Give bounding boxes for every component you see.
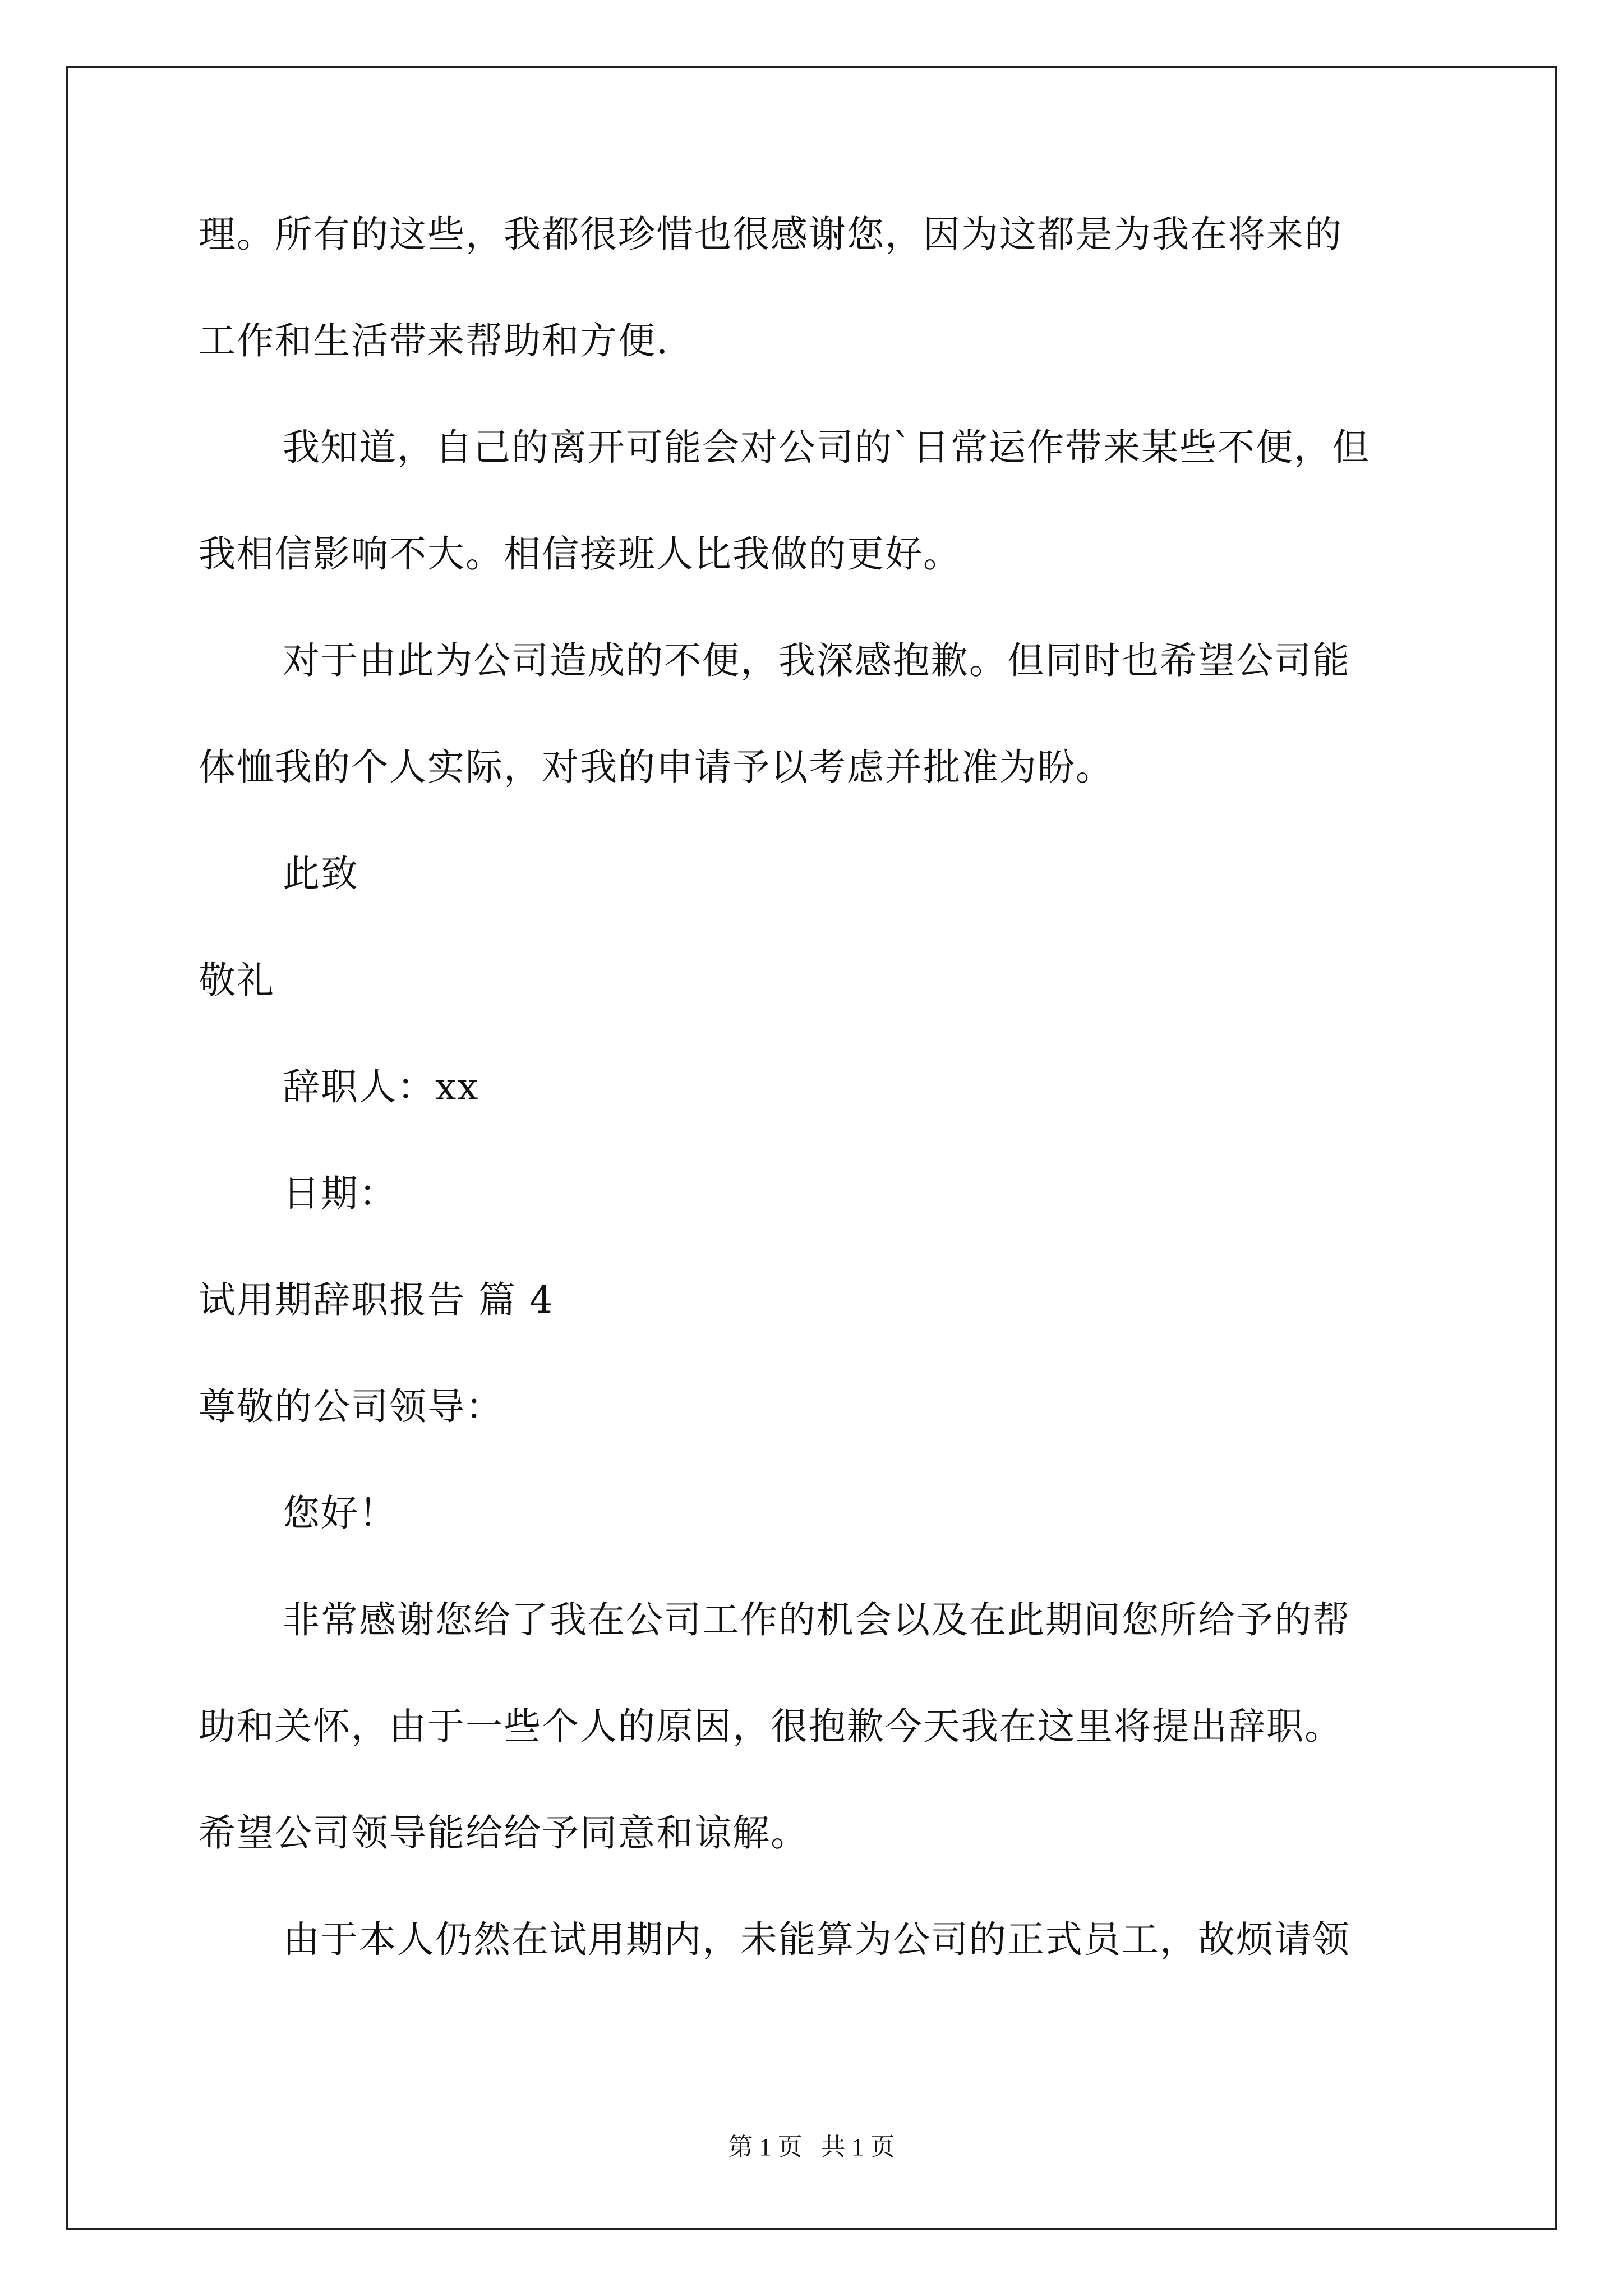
paragraph-line: 体恤我的个人实际，对我的申请予以考虑并批准为盼。 xyxy=(199,746,1114,789)
paragraph-line: 助和关怀，由于一些个人的原因，很抱歉今天我在这里将提出辞职。 xyxy=(199,1705,1343,1748)
closing-regards: 敬礼 xyxy=(199,959,275,1002)
paragraph-line: 理。所有的这些，我都很珍惜也很感谢您，因为这都是为我在将来的 xyxy=(199,213,1343,256)
closing-salutation: 此致 xyxy=(283,852,359,895)
paragraph-line: 我相信影响不大。相信接班人比我做的更好。 xyxy=(199,532,961,576)
recipient-greeting: 尊敬的公司领导： xyxy=(199,1385,504,1428)
paragraph-line: 非常感谢您给了我在公司工作的机会以及在此期间您所给予的帮 xyxy=(283,1598,1350,1641)
paragraph-line: 对于由此为公司造成的不便，我深感抱歉。但同时也希望公司能 xyxy=(283,639,1350,682)
greeting-line: 您好！ xyxy=(283,1492,397,1535)
paragraph-line: 我知道，自己的离开可能会对公司的`日常运作带来某些不便，但 xyxy=(283,426,1370,469)
signature-line: 辞职人：xx xyxy=(283,1065,479,1108)
document-body xyxy=(199,208,1421,2019)
paragraph-line: 工作和生活带来帮助和方便. xyxy=(199,319,669,362)
paragraph-line: 由于本人仍然在试用期内，未能算为公司的正式员工，故烦请领 xyxy=(283,1918,1350,1961)
page-footer: 第 1 页 共 1 页 xyxy=(728,2133,895,2161)
paragraph-line: 希望公司领导能给给予同意和谅解。 xyxy=(199,1811,809,1855)
section-heading: 试用期辞职报告 篇 4 xyxy=(199,1278,554,1322)
date-line: 日期： xyxy=(283,1172,397,1215)
